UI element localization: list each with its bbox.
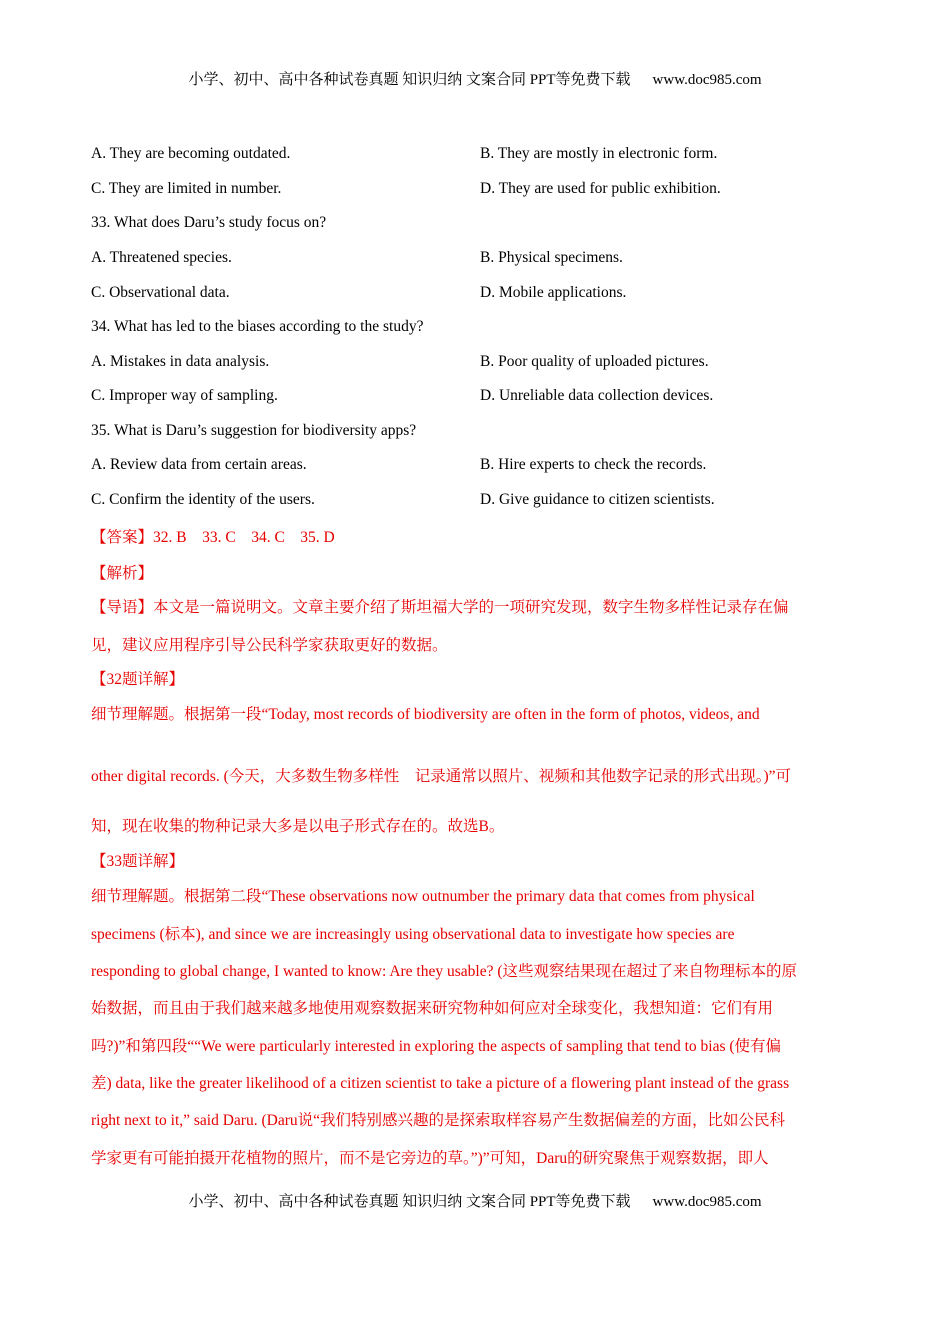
- footer-url[interactable]: www.doc985.com: [652, 1194, 762, 1210]
- q34-option-d: D. Unreliable data collection devices.: [480, 387, 714, 404]
- q33-option-b: B. Physical specimens.: [480, 249, 623, 266]
- q33-option-c: C. Observational data.: [91, 284, 230, 301]
- q32-option-a: A. They are becoming outdated.: [91, 145, 291, 162]
- analysis-label: 【解析】: [91, 565, 154, 582]
- d33-line-7: right next to it,” said Daru. (Daru说“我们特别感兴趣的是探索取样容易产生数据偏差的方面，比如公民科: [91, 1112, 785, 1129]
- d33-line-4: 始数据，而且由于我们越来越多地使用观察数据来研究物种如何应对全球变化，我想知道：它们有用: [91, 1000, 774, 1017]
- d32-line-3: 知，现在收集的物种记录大多是以电子形式存在的。故选B。: [91, 818, 505, 835]
- d32-line-2: other digital records. (今天，大多数生物多样性 记录通常以照片、视频和其他数字记录的形式出现。)”可: [91, 768, 792, 785]
- q35-option-d: D. Give guidance to citizen scientists.: [480, 491, 715, 508]
- d33-line-8: 学家更有可能拍摄开花植物的照片，而不是它旁边的草。”)”可知，Daru的研究聚焦于观察数据，即人: [91, 1150, 769, 1167]
- page-footer: [0, 1190, 950, 1211]
- q32-option-b: B. They are mostly in electronic form.: [480, 145, 718, 162]
- q34-option-c: C. Improper way of sampling.: [91, 387, 278, 404]
- header-url[interactable]: www.doc985.com: [652, 72, 762, 88]
- d33-line-5: 吗?)”和第四段““We were particularly interested in exploring the aspects of sampling that tend to bias (使有偏: [91, 1038, 782, 1055]
- q34-option-b: B. Poor quality of uploaded pictures.: [480, 353, 709, 370]
- d33-line-2: specimens (标本), and since we are increasingly using observational data to investigate how species are: [91, 926, 735, 943]
- q32-option-c: C. They are limited in number.: [91, 180, 282, 197]
- d33-line-1: 细节理解题。根据第二段“These observations now outnumber the primary data that comes from physical: [91, 888, 755, 905]
- q34-option-a: A. Mistakes in data analysis.: [91, 353, 270, 370]
- header-text: 小学、初中、高中各种试卷真题 知识归纳 文案合同 PPT等免费下载: [188, 72, 631, 88]
- answer-label: 【答案】: [91, 529, 154, 546]
- d33-line-6: 差) data, like the greater likelihood of a citizen scientist to take a picture of a flowering plant instead of the grass: [91, 1075, 790, 1092]
- q35-question: 35. What is Daru’s suggestion for biodiversity apps?: [91, 422, 417, 439]
- footer-text: 小学、初中、高中各种试卷真题 知识归纳 文案合同 PPT等免费下载: [188, 1194, 631, 1210]
- guide-line-2: 见，建议应用程序引导公民科学家获取更好的数据。: [91, 637, 448, 654]
- q33-option-d: D. Mobile applications.: [480, 284, 627, 301]
- d33-label: 【33题详解】: [91, 853, 185, 870]
- d33-line-3: responding to global change, I wanted to know: Are they usable? (这些观察结果现在超过了来自物理标本的原: [91, 963, 798, 980]
- q33-question: 33. What does Daru’s study focus on?: [91, 214, 327, 231]
- q34-question: 34. What has led to the biases according to the study?: [91, 318, 424, 335]
- q32-option-d: D. They are used for public exhibition.: [480, 180, 721, 197]
- q35-option-a: A. Review data from certain areas.: [91, 456, 307, 473]
- answer-text: 32. B 33. C 34. C 35. D: [153, 529, 335, 546]
- q35-option-c: C. Confirm the identity of the users.: [91, 491, 315, 508]
- guide-text-1: 本文是一篇说明文。文章主要介绍了斯坦福大学的一项研究发现，数字生物多样性记录存在偏: [153, 599, 789, 616]
- q35-option-b: B. Hire experts to check the records.: [480, 456, 707, 473]
- guide-line-1: [91, 595, 789, 617]
- d32-line-1: 细节理解题。根据第一段“Today, most records of biodiversity are often in the form of photos, videos, and: [91, 706, 760, 723]
- answer-line: [91, 525, 335, 547]
- d32-label: 【32题详解】: [91, 671, 185, 688]
- page-header: [0, 68, 950, 89]
- guide-label: 【导语】: [91, 599, 154, 616]
- q33-option-a: A. Threatened species.: [91, 249, 232, 266]
